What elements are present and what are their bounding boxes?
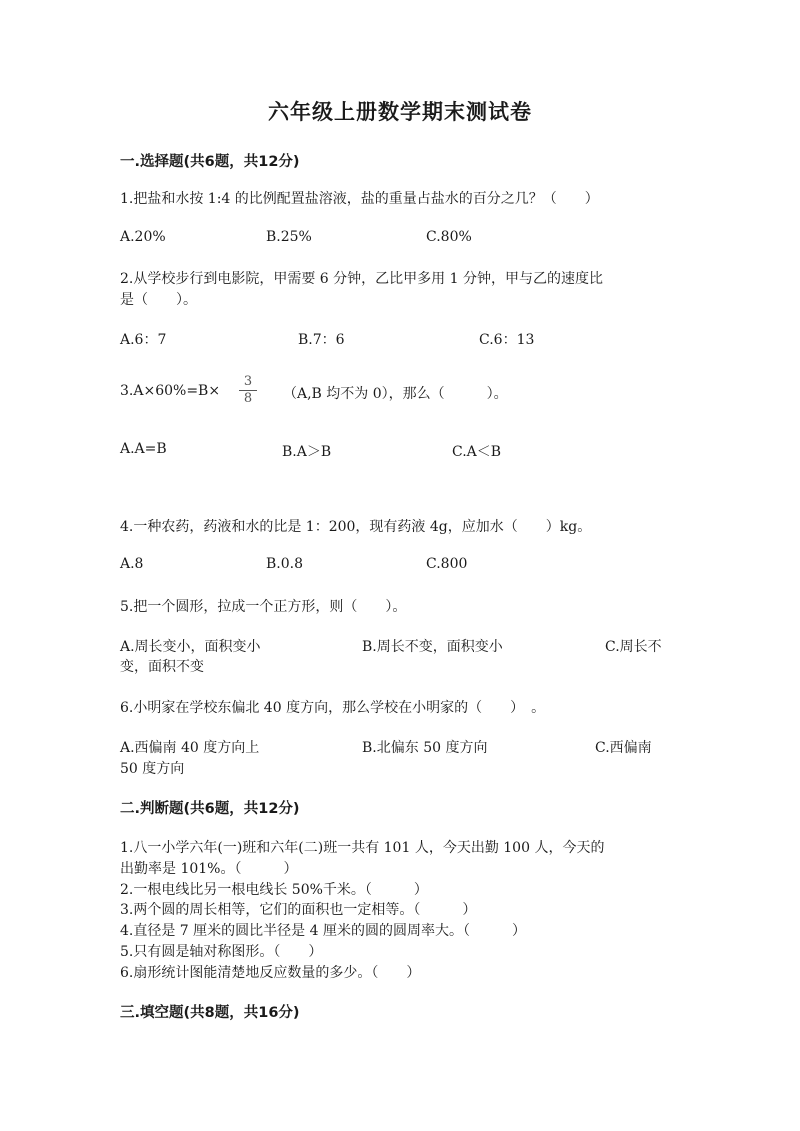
option-b: B.7：6 [298,332,345,348]
option-b: B.0.8 [266,556,304,572]
question-5: 5.把一个圆形，拉成一个正方形，则（ ）。 [120,599,407,615]
question-6: 6.小明家在学校东偏北 40 度方向，那么学校在小明家的（ ） 。 [120,700,546,716]
option-c-continued: 变，面积不变 [120,659,204,675]
option-a: A.20% [120,229,166,245]
page-title: 六年级上册数学期末测试卷 [268,100,532,124]
option-a: A.西偏南 40 度方向上 [120,740,260,756]
question-2-line2: 是（ ）。 [120,292,197,308]
judge-question-4: 4.直径是 7 厘米的圆比半径是 4 厘米的圆的圆周率大。（ ） [120,923,526,939]
option-c: C.80% [426,229,472,245]
question-1: 1.把盐和水按 1:4 的比例配置盐溶液，盐的重量占盐水的百分之几？（ ） [120,191,599,207]
section-heading-judge: 二.判断题(共6题，共12分) [120,801,300,817]
question-3-suffix: （A,B 均不为 0），那么（ ）。 [283,386,508,402]
option-a: A.周长变小，面积变小 [120,639,261,655]
option-a: A.6：7 [120,332,167,348]
judge-question-2: 2.一根电线比另一根电线长 50%千米。（ ） [120,882,428,898]
judge-question-3: 3.两个圆的周长相等，它们的面积也一定相等。（ ） [120,902,477,918]
option-a: A.8 [120,556,144,572]
fraction-three-eighths [239,375,257,406]
section-heading-choice: 一.选择题(共6题，共12分) [120,154,300,170]
option-c: C.6：13 [479,332,535,348]
question-2-line1: 2.从学校步行到电影院，甲需要 6 分钟，乙比甲多用 1 分钟，甲与乙的速度比 [120,271,603,287]
judge-question-1-line2: 出勤率是 101%。（ ） [120,861,298,877]
option-b: B.周长不变，面积变小 [362,639,503,655]
option-a: A.A=B [120,441,167,457]
option-b: B.A＞B [282,444,332,460]
option-b: B.北偏东 50 度方向 [362,740,488,756]
section-heading-fill: 三.填空题(共8题，共16分) [120,1005,300,1021]
option-c-continued: 50 度方向 [120,761,185,777]
option-c: C.西偏南 [595,740,652,756]
question-3-prefix: 3.A×60%=B× [120,383,221,399]
judge-question-6: 6.扇形统计图能清楚地反应数量的多少。（ ） [120,965,421,981]
option-c: C.周长不 [605,639,662,655]
fraction-numerator: 3 [243,374,253,389]
option-c: C.800 [426,556,468,572]
option-c: C.A＜B [452,444,502,460]
option-b: B.25% [266,229,312,245]
fraction-denominator: 8 [243,391,253,406]
judge-question-1-line1: 1.八一小学六年(一)班和六年(二)班一共有 101 人，今天出勤 100 人，今天的 [120,840,605,856]
question-4: 4.一种农药，药液和水的比是 1：200，现有药液 4g，应加水（ ）kg。 [120,519,592,535]
judge-question-5: 5.只有圆是轴对称图形。（ ） [120,944,323,960]
